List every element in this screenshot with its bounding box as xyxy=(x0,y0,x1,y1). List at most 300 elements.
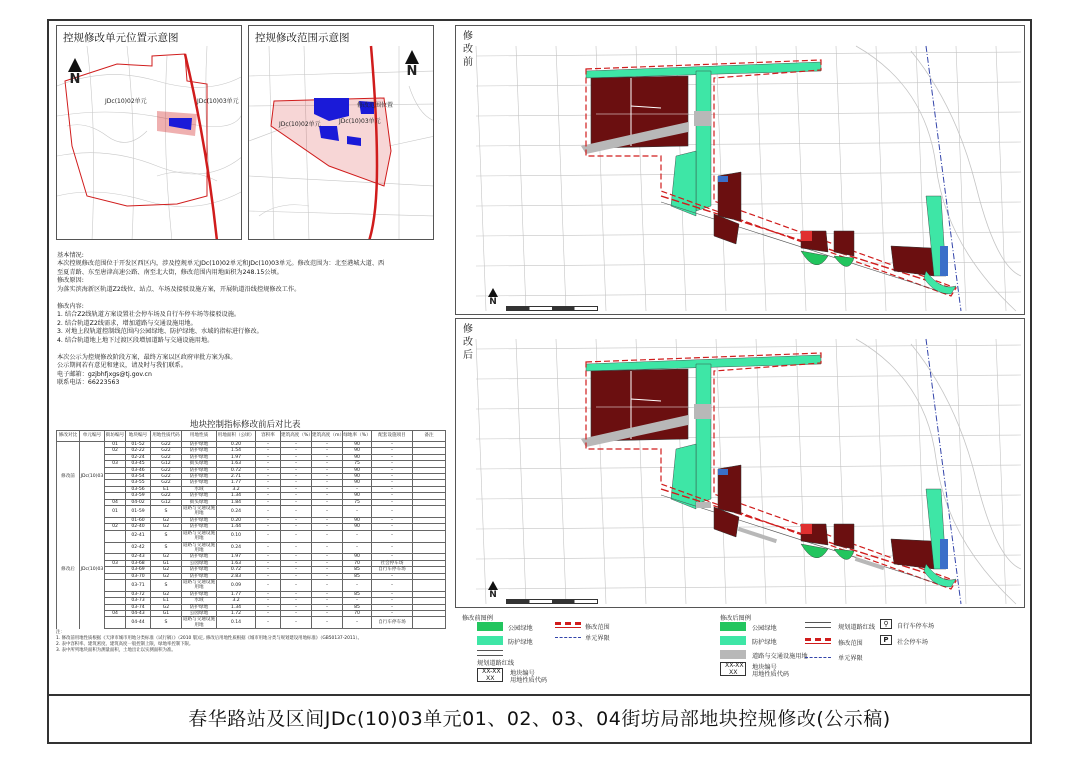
legend-land-code-label: 用地性质代码 xyxy=(510,677,548,684)
road-line xyxy=(556,339,566,604)
table-cell: 1.44 xyxy=(217,524,256,530)
table-cell: 03-59 xyxy=(126,493,151,499)
table-cell: – xyxy=(281,506,312,518)
land-plot-commercial xyxy=(801,231,812,241)
legend-protect-label: 防护绿地 xyxy=(752,639,777,646)
table-cell: – xyxy=(256,448,281,454)
table-cell: G2 xyxy=(151,573,182,579)
table-cell: 04 xyxy=(105,499,126,505)
table-cell: – xyxy=(372,530,413,542)
table-cell: S xyxy=(151,579,182,591)
table-header: 绿地率（%） xyxy=(343,431,372,442)
contact-email: 电子邮箱：gzjbhfjxgs@tj.gov.cn xyxy=(57,370,152,378)
road-line xyxy=(476,585,1021,589)
table-cell xyxy=(105,579,126,591)
unit-label-03: JDc(10)03单元 xyxy=(197,98,239,105)
table-cell: 公园绿地 xyxy=(182,610,217,616)
table-cell: 防护绿地 xyxy=(182,517,217,523)
table-cell: 防护绿地 xyxy=(182,554,217,560)
north-arrow-icon xyxy=(68,58,82,72)
table-cell: 1.97 xyxy=(217,454,256,460)
table-cell: G22 xyxy=(151,480,182,486)
legend-park-swatch xyxy=(720,622,746,631)
map-before-label: 修改前 xyxy=(463,31,473,68)
table-row xyxy=(57,506,446,518)
basic-info xyxy=(57,243,384,397)
legend-plot-code-label: 地块编号 xyxy=(752,664,777,671)
table-cell: 03-71 xyxy=(126,579,151,591)
table-cell xyxy=(105,542,126,554)
table-cell: – xyxy=(281,591,312,597)
table-cell: G1 xyxy=(151,560,182,566)
unit-label-02: JDc(10)02单元 xyxy=(105,98,147,105)
table-cell: 1.97 xyxy=(217,554,256,560)
table-cell: 3.2 xyxy=(217,598,256,604)
table-cell: – xyxy=(372,486,413,492)
table-cell: 防护绿地 xyxy=(182,480,217,486)
content-item: 2. 结合轨道Z2线需求，增加道路与交通设施用地。 xyxy=(57,319,197,327)
table-cell: 0.24 xyxy=(217,542,256,554)
note-line: 2. 表中容积率、建筑密度、建筑高度一般控制上限，绿地率控制下限。 xyxy=(56,642,194,647)
table-cell xyxy=(413,579,446,591)
table-cell: 道路与交通设施用地 xyxy=(182,530,216,542)
table-cell: 防护绿地 xyxy=(182,467,217,473)
north-label: N xyxy=(489,297,497,307)
table-cell: – xyxy=(281,442,312,448)
table-cell: – xyxy=(343,542,372,554)
park-greenspace xyxy=(801,544,828,558)
table-cell: 70 xyxy=(343,610,372,616)
table-cell: G12 xyxy=(151,461,182,467)
legend-plot-code-label: 地块编号 xyxy=(510,670,535,677)
table-cell: – xyxy=(312,448,343,454)
table-cell: 02-40 xyxy=(126,524,151,530)
comparison-table xyxy=(56,430,446,629)
land-plot xyxy=(834,231,854,256)
table-cell: 防护绿地 xyxy=(182,448,217,454)
table-cell: – xyxy=(372,579,413,591)
legend-protect-label: 防护绿地 xyxy=(508,639,533,646)
table-cell: 70 xyxy=(343,560,372,566)
legend-bike-label: 自行车停车场 xyxy=(897,623,935,630)
inset-title: 控规修改单元位置示意图 xyxy=(63,32,179,44)
table-cell: 85 xyxy=(343,573,372,579)
map-after-panel xyxy=(455,318,1025,608)
table-header-row xyxy=(57,431,446,442)
table-row xyxy=(57,542,446,554)
table-cell: 03-68 xyxy=(126,560,151,566)
table-cell: 道路与交通设施用地 xyxy=(182,506,216,517)
table-cell: – xyxy=(372,493,413,499)
table-cell: 0.72 xyxy=(217,567,256,573)
table-cell: G22 xyxy=(151,474,182,480)
table-cell: 1.72 xyxy=(217,610,256,616)
unit-label-02: JDc(10)02单元 xyxy=(279,121,321,128)
table-header: 建筑高度（%） xyxy=(281,431,312,442)
table-cell: 01-59 xyxy=(126,506,151,518)
table-cell: 防护绿地 xyxy=(182,442,217,448)
table-cell: 01-60 xyxy=(126,517,151,523)
table-cell: – xyxy=(312,454,343,460)
legend-range-swatch xyxy=(805,638,831,644)
legend-plot-sample: XX-XX xyxy=(725,662,744,669)
table-cell: G2 xyxy=(151,517,182,523)
table-header: 地块编号 xyxy=(126,431,151,442)
table-cell: 03-45 xyxy=(126,461,151,467)
table-cell: – xyxy=(281,579,312,591)
legend-road-facility-swatch xyxy=(720,650,746,659)
table-cell: – xyxy=(372,598,413,604)
table-cell: – xyxy=(312,542,343,554)
road-line xyxy=(756,46,766,311)
note-line: 注： xyxy=(56,630,65,635)
table-cell: – xyxy=(281,448,312,454)
road-facility-block xyxy=(694,111,711,126)
table-cell: – xyxy=(343,617,372,629)
table-cell: – xyxy=(256,591,281,597)
table-cell: 03-54 xyxy=(126,474,151,480)
table-cell: 0.72 xyxy=(217,467,256,473)
table-cell: 01-52 xyxy=(126,442,151,448)
legend-unit-swatch xyxy=(805,657,831,659)
table-cell: 02 xyxy=(105,448,126,454)
table-cell: 1.63 xyxy=(217,461,256,467)
table-cell: 02-22 xyxy=(126,448,151,454)
road-line xyxy=(996,46,1006,311)
table-cell xyxy=(80,617,105,629)
table-cell: – xyxy=(256,617,281,629)
road-line xyxy=(476,405,1021,409)
table-cell: – xyxy=(312,493,343,499)
table-cell: – xyxy=(372,506,413,518)
table-cell: 2.71 xyxy=(217,474,256,480)
table-header: 街坊编号 xyxy=(105,431,126,442)
land-plot xyxy=(891,539,934,569)
table-header: 用地性质代码 xyxy=(151,431,182,442)
table-cell: – xyxy=(256,474,281,480)
table-cell: G2 xyxy=(151,604,182,610)
table-cell: 1.63 xyxy=(217,560,256,566)
table-cell: – xyxy=(343,486,372,492)
table-cell: 防护绿地 xyxy=(182,604,217,610)
table-cell: 75 xyxy=(343,461,372,467)
table-cell: – xyxy=(312,530,343,542)
table-cell: S xyxy=(151,542,182,554)
north-arrow xyxy=(486,288,500,307)
table-cell: – xyxy=(312,474,343,480)
water-area xyxy=(718,469,728,475)
table-cell: – xyxy=(256,524,281,530)
table-cell: – xyxy=(372,442,413,448)
table-cell: – xyxy=(281,493,312,499)
table-cell: 90 xyxy=(343,480,372,486)
publicity-text: 公示期间若有意见和建议，请及时与我们联系。 xyxy=(57,362,187,370)
table-cell: G1 xyxy=(151,610,182,616)
table-cell: 社会停车场 xyxy=(372,560,413,566)
table-cell: – xyxy=(372,480,413,486)
legend-land-sample: XX xyxy=(486,675,495,682)
table-cell: 90 xyxy=(343,493,372,499)
table-cell: 防护绿地 xyxy=(182,474,217,480)
reason-text: 为落实滨海新区轨道Z2线位、站点、车场及接驳设施方案，开展轨道沿线控规修改工作。 xyxy=(57,285,301,293)
table-cell: – xyxy=(256,461,281,467)
table-header: 单元编号 xyxy=(80,431,105,442)
table-cell: 02-43 xyxy=(126,554,151,560)
table-cell: 0.20 xyxy=(217,517,256,523)
table-cell: 03-73 xyxy=(126,598,151,604)
table-cell: 90 xyxy=(343,554,372,560)
table-cell: 1.77 xyxy=(217,591,256,597)
table-cell: – xyxy=(312,617,343,629)
table-cell: – xyxy=(372,474,413,480)
table-cell: – xyxy=(312,480,343,486)
table-cell: – xyxy=(256,499,281,505)
north-arrow-icon xyxy=(488,288,498,297)
table-cell: 道路与交通设施用地 xyxy=(182,542,216,553)
table-cell: – xyxy=(312,560,343,566)
table-header: 修改对比 xyxy=(57,431,80,442)
table-cell: 公园绿地 xyxy=(182,560,217,566)
sheet-title: 春华路站及区间JDc(10)03单元01、02、03、04街坊局部地块控规修改(公示稿) xyxy=(47,694,1032,744)
table-cell: – xyxy=(256,573,281,579)
table-cell: – xyxy=(256,542,281,554)
legend-road-red-label: 规划道路红线 xyxy=(477,660,515,667)
table-cell: – xyxy=(312,610,343,616)
table-cell: – xyxy=(372,461,413,467)
table-cell xyxy=(57,530,80,542)
table-row xyxy=(57,579,446,591)
table-cell: – xyxy=(281,542,312,554)
table-cell: 03-70 xyxy=(126,573,151,579)
legend-land-sample: XX xyxy=(729,669,738,676)
table-cell: – xyxy=(312,486,343,492)
land-plot-commercial xyxy=(801,524,812,534)
table-cell: G22 xyxy=(151,448,182,454)
table-cell: 03-55 xyxy=(126,480,151,486)
map-after xyxy=(456,319,1025,608)
table-cell: 90 xyxy=(343,517,372,523)
table-cell: – xyxy=(312,499,343,505)
north-label: N xyxy=(406,64,418,79)
table-cell: JDc(10)03 xyxy=(80,474,104,480)
road-line xyxy=(836,46,846,311)
table-cell: 04-44 xyxy=(126,617,151,629)
table-header: 容积率 xyxy=(256,431,281,442)
road-facility-block xyxy=(694,404,711,419)
unit-location-inset xyxy=(56,25,242,240)
road-line xyxy=(476,292,1021,296)
table-cell: 防护绿地 xyxy=(182,493,217,499)
table-cell: 防护绿地 xyxy=(182,454,217,460)
publicity-text: 本次公示为控规修改阶段方案，最终方案以区政府审批方案为准。 xyxy=(57,353,237,361)
legend-road-facility-label: 道路与交通设施用地 xyxy=(752,653,808,660)
road-line xyxy=(476,112,1021,116)
north-arrow xyxy=(67,58,83,87)
table-cell: G22 xyxy=(151,442,182,448)
table-cell: 1.34 xyxy=(217,604,256,610)
table-cell: – xyxy=(312,517,343,523)
road-line xyxy=(476,172,1021,176)
table-cell: – xyxy=(281,467,312,473)
table-cell: – xyxy=(281,573,312,579)
table-cell: – xyxy=(256,493,281,499)
table-cell: G22 xyxy=(151,493,182,499)
table-cell: – xyxy=(312,554,343,560)
table-cell: – xyxy=(372,542,413,554)
north-arrow xyxy=(404,50,420,79)
table-cell: – xyxy=(312,524,343,530)
table-cell: – xyxy=(256,506,281,518)
table-cell: 1.84 xyxy=(217,499,256,505)
road-line xyxy=(756,339,766,604)
table-cell: 防护绿地 xyxy=(182,567,217,573)
table-cell: – xyxy=(281,454,312,460)
road-line xyxy=(836,339,846,604)
table-cell: – xyxy=(372,517,413,523)
table-cell xyxy=(413,530,446,542)
road-line xyxy=(956,46,966,311)
table-cell: 3.2 xyxy=(217,486,256,492)
contact-phone: 联系电话：66223563 xyxy=(57,379,120,387)
basic-info-line: 本次控规修改范围位于开发区西区内，涉及控规单元JDc(10)02单元和JDc(10)03单元。修改范围为：北至港城大道、西 xyxy=(57,260,385,268)
legend-road-red-swatch xyxy=(805,622,831,628)
table-cell: – xyxy=(312,604,343,610)
table-cell: 85 xyxy=(343,604,372,610)
table-cell: – xyxy=(256,567,281,573)
park-greenspace xyxy=(834,549,854,560)
table-cell: 02-41 xyxy=(126,530,151,542)
legend-protect-swatch xyxy=(720,636,746,645)
table-cell: – xyxy=(281,604,312,610)
table-cell: 2.83 xyxy=(217,573,256,579)
table-cell: 防护绿地 xyxy=(182,524,217,530)
water-area xyxy=(940,246,948,276)
table-header: 建筑高度（m） xyxy=(312,431,343,442)
road-line xyxy=(476,345,1021,349)
legend-unit-swatch xyxy=(555,637,581,639)
table-cell: – xyxy=(281,524,312,530)
table-cell: G2 xyxy=(151,554,182,560)
legend-park-swatch xyxy=(477,622,503,631)
road-line xyxy=(996,339,1006,604)
table-cell: 1.77 xyxy=(217,480,256,486)
park-greenspace xyxy=(801,251,828,265)
table-cell: – xyxy=(312,579,343,591)
table-cell: – xyxy=(281,567,312,573)
north-arrow-icon xyxy=(405,50,419,64)
table-cell: – xyxy=(256,480,281,486)
table-cell: 03 xyxy=(105,560,126,566)
inset-title: 控规修改范围示意图 xyxy=(255,32,350,44)
table-cell: – xyxy=(281,598,312,604)
table-cell: 02-24 xyxy=(126,454,151,460)
table-cell: – xyxy=(281,461,312,467)
table-cell: 90 xyxy=(343,448,372,454)
table-row xyxy=(57,617,446,629)
table-cell: 90 xyxy=(343,467,372,473)
table-cell: – xyxy=(312,573,343,579)
table-cell xyxy=(57,506,80,518)
north-arrow xyxy=(486,581,500,600)
parking-icon: P xyxy=(880,635,892,645)
table-cell xyxy=(80,506,105,518)
bicycle-icon: ⚲ xyxy=(880,619,892,629)
table-cell: – xyxy=(256,579,281,591)
table-cell xyxy=(80,579,105,591)
table-cell: 01 xyxy=(105,506,126,518)
table-cell: – xyxy=(281,530,312,542)
table-cell: – xyxy=(256,604,281,610)
inset1-map xyxy=(57,26,242,240)
legend-title: 修改前图例 xyxy=(462,615,493,622)
table-cell: – xyxy=(312,591,343,597)
table-cell: 04-43 xyxy=(126,610,151,616)
table-cell: – xyxy=(281,480,312,486)
table-cell xyxy=(57,617,80,629)
legend-unit-label: 单元界限 xyxy=(585,635,610,642)
road-line xyxy=(911,344,1021,569)
north-label: N xyxy=(489,590,497,600)
table-cell: – xyxy=(372,454,413,460)
road-line xyxy=(796,46,806,311)
table-cell: – xyxy=(281,560,312,566)
table-cell xyxy=(105,530,126,542)
table-cell: 防护绿地 xyxy=(182,573,217,579)
road-line xyxy=(796,339,806,604)
map-after-label: 修改后 xyxy=(463,324,473,361)
road-line xyxy=(476,465,1021,469)
map-before-panel xyxy=(455,25,1025,315)
protect-greenbelt xyxy=(696,364,711,504)
basic-info-heading: 基本情况: xyxy=(57,251,84,259)
table-cell: – xyxy=(256,454,281,460)
water-area xyxy=(718,176,728,182)
table-cell: 道路与交通设施用地 xyxy=(182,617,216,628)
table-cell: 道路与交通设施用地 xyxy=(182,579,216,591)
table-cell xyxy=(105,617,126,629)
table-cell: 0.24 xyxy=(217,506,256,518)
legend-social-parking-label: 社会停车场 xyxy=(897,639,928,646)
table-cell: 街头绿地 xyxy=(182,499,217,505)
table-cell: G12 xyxy=(151,499,182,505)
table-cell: – xyxy=(312,467,343,473)
land-plot xyxy=(834,524,854,549)
table-cell: 0.10 xyxy=(217,530,256,542)
table-cell: G2 xyxy=(151,524,182,530)
table-cell: – xyxy=(256,554,281,560)
table-cell: G2 xyxy=(151,567,182,573)
road-line xyxy=(476,52,1021,56)
legend-range-label: 修改范围 xyxy=(585,624,610,631)
table-cell: – xyxy=(343,506,372,518)
legend-road-red-label: 规划道路红线 xyxy=(838,624,876,631)
road-line xyxy=(556,46,566,311)
scale-bar xyxy=(506,599,598,604)
content-heading: 修改内容: xyxy=(57,302,84,310)
table-cell: 04-02 xyxy=(126,499,151,505)
table-cell: – xyxy=(281,517,312,523)
protect-greenbelt xyxy=(696,71,711,211)
road-facility-strip xyxy=(738,527,777,543)
table-cell: – xyxy=(372,467,413,473)
table-cell xyxy=(57,579,80,591)
table-cell: – xyxy=(372,604,413,610)
table-cell: E1 xyxy=(151,598,182,604)
table-cell: – xyxy=(372,554,413,560)
road-facility-block xyxy=(696,502,711,508)
table-cell: 90 xyxy=(343,454,372,460)
table-cell xyxy=(80,530,105,542)
